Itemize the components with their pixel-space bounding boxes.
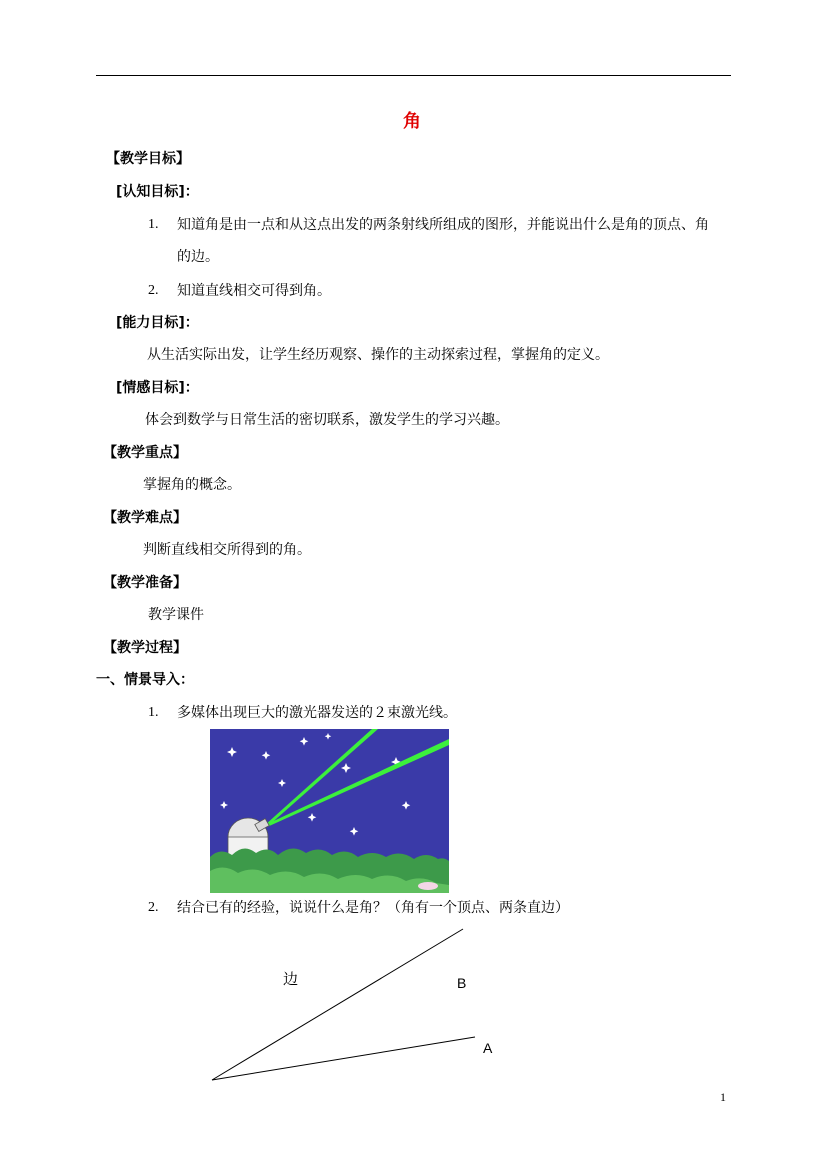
page-number: 1 bbox=[720, 1090, 726, 1104]
header-rule bbox=[96, 75, 731, 76]
laser-observatory-illustration bbox=[210, 729, 449, 893]
heading-emotion: [情感目标]： bbox=[116, 380, 199, 396]
heading-difficulty: 【教学难点】 bbox=[103, 510, 187, 526]
ability-text: 从生活实际出发，让学生经历观察、操作的主动探索过程，掌握角的定义。 bbox=[147, 347, 609, 363]
angle-diagram bbox=[205, 925, 505, 1090]
heading-goals: 【教学目标】 bbox=[106, 151, 190, 167]
heading-prep: 【教学准备】 bbox=[103, 575, 187, 591]
point-b-label: B bbox=[457, 975, 467, 991]
difficulty-text: 判断直线相交所得到的角。 bbox=[143, 542, 311, 558]
emotion-text: 体会到数学与日常生活的密切联系，激发学生的学习兴趣。 bbox=[145, 412, 509, 428]
point-a-label: A bbox=[483, 1040, 493, 1056]
item-number: 2. bbox=[148, 283, 159, 298]
heading-key: 【教学重点】 bbox=[103, 445, 187, 461]
item-number: 2. bbox=[148, 900, 159, 915]
heading-intro: 一、情景导入： bbox=[96, 672, 194, 688]
process-item-1: 多媒体出现巨大的激光器发送的２束激光线。 bbox=[177, 705, 457, 721]
heading-process: 【教学过程】 bbox=[103, 640, 187, 656]
process-item-2: 结合已有的经验，说说什么是角？（角有一个顶点、两条直边） bbox=[177, 900, 569, 916]
cognitive-item-1-line2: 的边。 bbox=[177, 249, 219, 265]
item-number: 1. bbox=[148, 705, 159, 720]
key-text: 掌握角的概念。 bbox=[143, 477, 241, 493]
prep-text: 教学课件 bbox=[148, 607, 204, 623]
heading-ability: [能力目标]： bbox=[116, 315, 199, 331]
side-label: 边 bbox=[283, 970, 299, 988]
cognitive-item-2: 知道直线相交可得到角。 bbox=[177, 283, 331, 299]
heading-cognitive: [认知目标]： bbox=[116, 184, 199, 200]
item-number: 1. bbox=[148, 217, 159, 232]
page-title: 角 bbox=[403, 111, 421, 132]
cognitive-item-1-line1: 知道角是由一点和从这点出发的两条射线所组成的图形，并能说出什么是角的顶点、角 bbox=[177, 217, 709, 233]
